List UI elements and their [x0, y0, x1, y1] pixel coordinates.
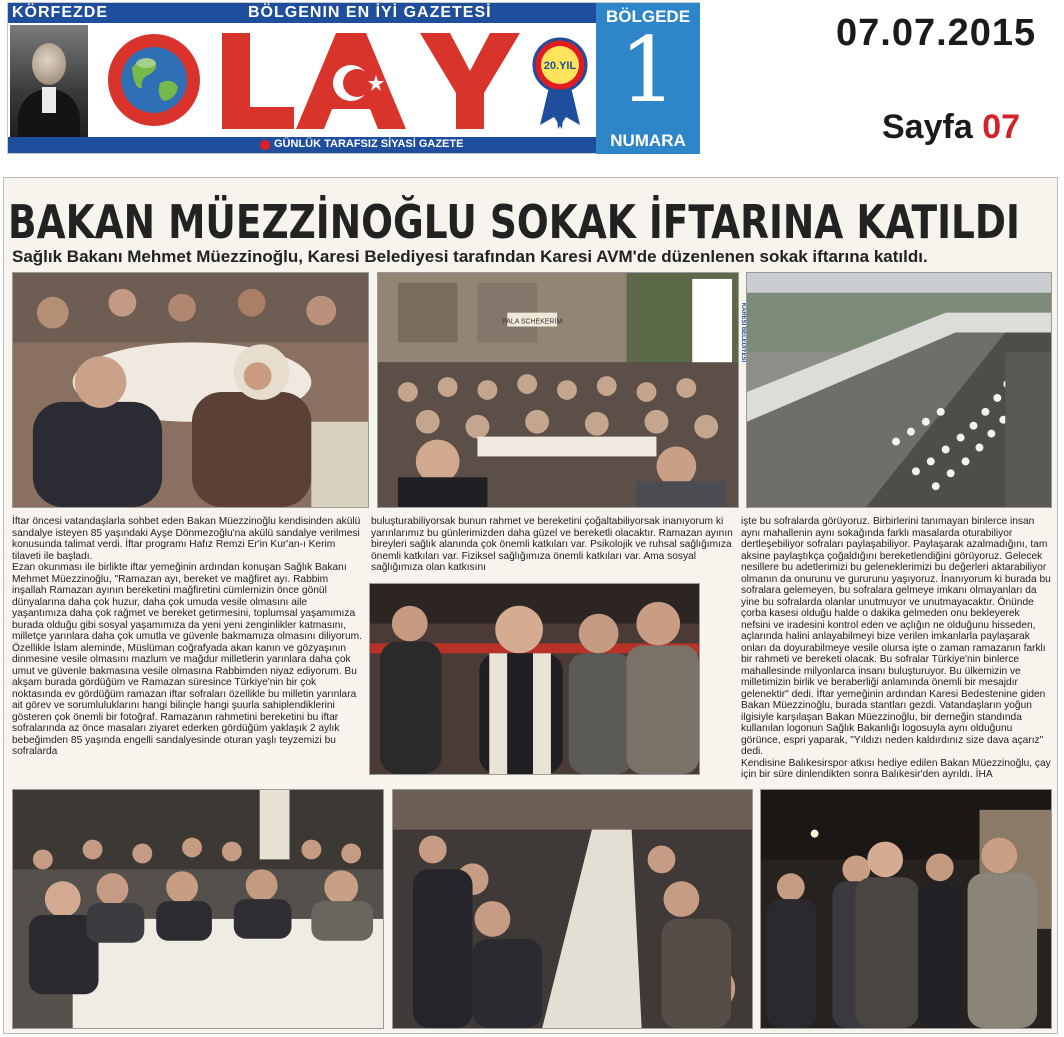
photo-minister-with-scarf [369, 583, 700, 775]
region-box [596, 3, 700, 154]
region-label: BÖLGEDE [605, 7, 691, 26]
page-number [882, 108, 1020, 147]
photo-crowd-street [377, 272, 746, 508]
article-headline: BAKAN MÜEZZİNOĞLU SOKAK İFTARINA KATILDI [8, 195, 1021, 249]
column1-paragraph-2: Ezan okunması ile birlikte iftar yemeğinin ardından konuşan Sağlık Bakanı Mehmet Müezzinoğlu, "Ramazan ayı, bereket ve mağfiret ayı. Rabbim inşallah Ramazan ayının bereketini mağfiretini cümlemizin önce gönül dünyalarına daha çok huzur, daha çok umuda vesile olmasını aile yaşantımıza daha çok rağmet ve bereket getirmesini, toplumsal yaşamımıza burada olduğu gibi sosyal yaşamımıza da yeni yeni zenginlikler katmasını, milletçe yarınlara daha çok umutla ve güvenle bakmamıza olmasını diliyorum. Özellikle İslam aleminde, Müslüman coğrafyada akan kanın ve gözyaşının dinmesine vesile olmasını mazlum ve mağdur milletlerin yarınlara daha çok umut ve güvenle bakmasına vesile olmasına Rabbimden niyaz ediyorum. Bu akşam burada gördüğüm ve Ramazan süresince Türkiye'nin bir çok noktasında ev gördüğüm ramazan iftar sofraları özellikle bu milletin yarınlara ait görev ve sorumluluklarını hangi bilinçle hangi şuurla sahiplendiklerini gösteren çok önemli bir fotoğraf. Ramazanın rahmetini bereketini bu iftar sofralarında az önce masaları ziyaret ederken gördüğüm yaklaşık 2 aylık bebeğimden 85 yaşında engelli sandalyesinde oturan yaşlı teyzemizi bu sofralarda [12, 562, 362, 757]
article-subheadline: Sağlık Bakanı Mehmet Müezzinoğlu, Karesi Belediyesi tarafından Karesi AVM'de düzenlenen sokak iftarına katıldı. [12, 247, 928, 266]
article-column-1 [12, 516, 364, 778]
shop-sign-text: PALA SCHEKERİM [502, 318, 563, 326]
globe-icon [108, 34, 200, 126]
anniversary-badge-text: 20.YIL [543, 60, 577, 72]
olay-logo [104, 23, 594, 137]
photo-minister-walking [760, 789, 1052, 1029]
masthead-tagline: GÜNLÜK TARAFSIZ SİYASİ GAZETE [274, 138, 464, 150]
column3-paragraph-2: Kendisine Balıkesirspor atkısı hediye edilen Bakan Müezzinoğlu, çay için bir süre dinlendikten sonra Balıkesir'den ayrıldı. İHA [741, 757, 1051, 780]
article-column-3 [741, 516, 1051, 786]
ataturk-portrait [10, 25, 88, 137]
masthead-korfezde: KÖRFEZDE [12, 4, 108, 21]
anniversary-badge-icon [534, 39, 586, 129]
photo-long-table [392, 789, 753, 1029]
masthead-top-bar [8, 3, 596, 23]
crescent-star-icon [296, 33, 406, 129]
region-number: 1 [619, 18, 677, 123]
page-label: Sayfa [882, 108, 973, 146]
masthead-bottom-bar [8, 137, 596, 153]
photo-aerial-view [746, 272, 1052, 508]
page-number-value: 07 [982, 108, 1021, 146]
column3-paragraph-1: işte bu sofralarda görüyoruz. Birbirlerini tanımayan binlerce insan aynı mahallenin aynı sokağında farklı masalarda oturabiliyor dertleşebiliyor sofraları paylaşabiliyor. Paylaşarak azalmadığını, tam aksine paylaştıkça çoğaldığını bereketlendiğini görüyoruz. Gelecek nesillere bu adetlerimizi bu geleneklerimizi bu değerleri aktarabiliyor olmanın da onurunu ve gururunu yaşıyoruz. İnanıyorum ki burada bu sofralara gelemeyen, bu sofralara gelmeye imkanı olmayanları da yine bu sofralarda olanlar unutmuyor ve unutmayacaktır. Önünde çorba kasesi olduğu halde o dakika gelmeden onu bekleyerek nefsini ve iradesini kontrol eden ve açlığın ne olduğunu hisseden, açlarında halini anlayabilmeyi bize verilen imkanlarla paylaşarak onları da doyurabilmeye vesile olursa işte o zaman ramazanın farklı bir rahmeti ve bereketi olacak. Bu sofralar Türkiye'nin binlerce mahallesinde milyonlarca insanı buluşturuyor. Bu ülkemizin ve milletimizin birlik ve beraberliği anlamında önemli bir mesajdır gelenektir" dedi. İftar yemeğinin ardından Karesi Bedestenine giden Bakan Müezzinoğlu, burada stantları gezdi. Vatandaşların yoğun ilgisiyle karşılaşan Bakan Müezzinoğlu, bir derneğin standında kullanılan logonun Sağlık Bakanlığı logosuyla aynı olduğunu görünce, espri yaparak, "Yıldızı neden kaldırdınız size dava açarız" dedi. [741, 516, 1051, 757]
column1-paragraph-1: İftar öncesi vatandaşlarla sohbet eden Bakan Müezzinoğlu kendisinden akülü sandalye isteyen 85 yaşındaki Ayşe Dönmezoğlu'na akülü sandalye verilmesi konusunda talimat verdi. İftar programı Hafız Remzi Er'in Kur'an-ı Kerim tilaveti ile başladı. [12, 516, 361, 562]
article-column-2 [371, 516, 739, 578]
column2-paragraph-1: buluşturabiliyorsak bunun rahmet ve bereketini çoğaltabiliyorsak inanıyorum ki yarınlarımız bu günlerimizden daha güzel ve bereketli olacaktır. Ramazan ayının bireyleri sağlık alanında çok önemli katkıları var. Psikolojik ve ruhsal sağlığımıza önemli katkıları var. Fiziksel sağlığımıza önemli katkıları var. Ama sosyal sağlığımıza olan katkısını [371, 516, 733, 573]
region-sub: NUMARA [610, 131, 686, 150]
publication-date: 07.07.2015 [836, 12, 1037, 54]
photo-table-guests [12, 789, 384, 1029]
banner-text: KARESİ BELEDİYESİ [739, 302, 746, 363]
newspaper-masthead [7, 2, 700, 154]
masthead-slogan: BÖLGENIN EN İYİ GAZETESİ [248, 4, 492, 21]
photo-minister-with-woman [12, 272, 369, 508]
